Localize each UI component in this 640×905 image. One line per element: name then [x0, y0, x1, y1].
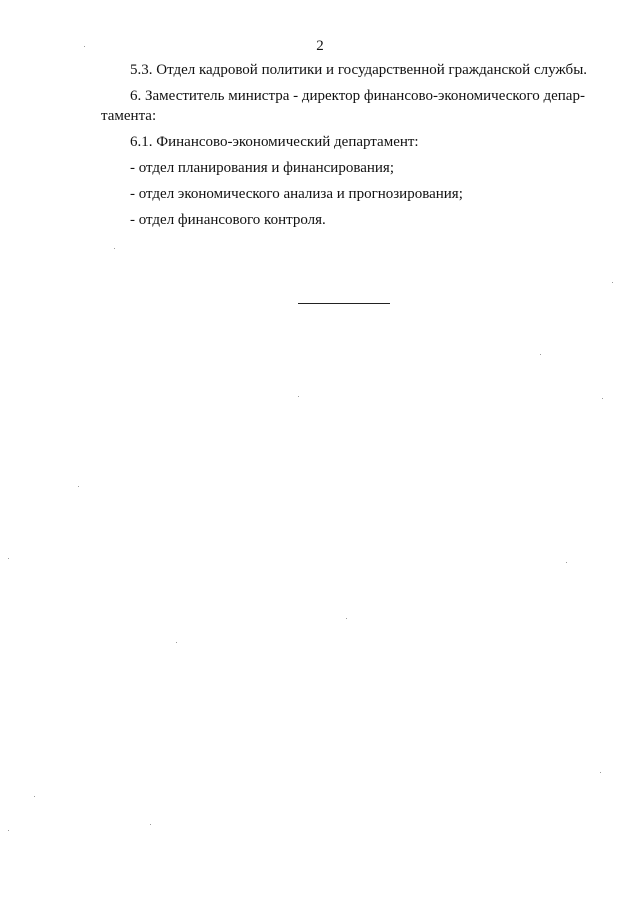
scan-speck	[298, 396, 299, 397]
end-divider-line	[298, 303, 390, 304]
list-item-analysis: - отдел экономического анализа и прогнозирования;	[130, 186, 463, 202]
paragraph-6-1: 6.1. Финансово-экономический департамент:	[130, 134, 419, 150]
scan-speck	[602, 398, 603, 399]
scan-speck	[150, 824, 151, 825]
scan-speck	[78, 486, 79, 487]
scan-speck	[84, 46, 85, 47]
document-body	[101, 60, 594, 230]
scan-speck	[114, 248, 115, 249]
scan-speck	[600, 772, 601, 773]
scan-speck	[540, 354, 541, 355]
scan-speck	[34, 796, 35, 797]
scan-speck	[566, 562, 567, 563]
paragraph-5-3: 5.3. Отдел кадровой политики и государственной гражданской службы.	[130, 62, 588, 78]
scan-speck	[176, 642, 177, 643]
page-number: 2	[316, 38, 324, 54]
paragraph-6-continued: тамента:	[101, 108, 157, 124]
scan-speck	[346, 618, 347, 619]
list-item-planning: - отдел планирования и финансирования;	[130, 160, 394, 176]
paragraph-6: 6. Заместитель министра - директор финансово-экономического депар-	[130, 88, 585, 104]
scan-speck	[8, 830, 9, 831]
list-item-control: - отдел финансового контроля.	[130, 212, 326, 228]
scan-speck	[8, 558, 9, 559]
scan-speck	[612, 282, 613, 283]
